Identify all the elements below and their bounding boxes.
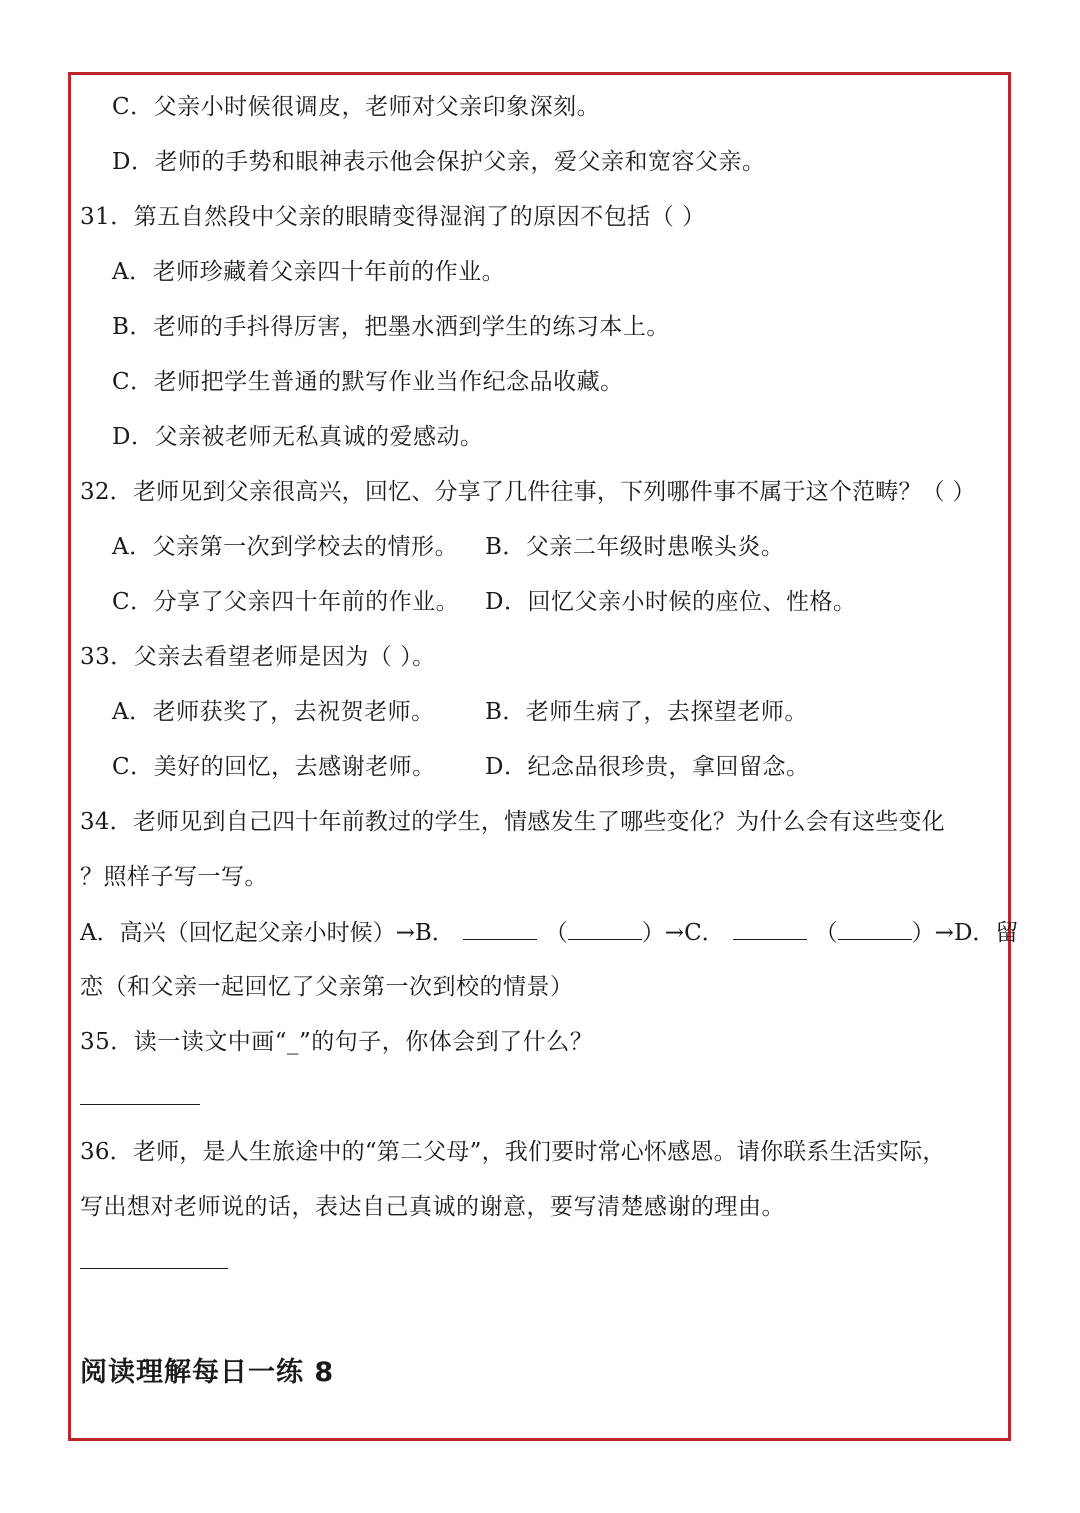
- q34-blank-b-reason[interactable]: [568, 917, 642, 940]
- q35-stem: 35．读一读文中画“_”的句子，你体会到了什么？: [80, 1029, 594, 1055]
- q33-option-b: B．老师生病了，去探望老师。: [485, 699, 808, 725]
- q32-option-c: C．分享了父亲四十年前的作业。: [112, 589, 460, 615]
- q31-stem: 31．第五自然段中父亲的眼睛变得湿润了的原因不包括（ ）: [80, 204, 706, 230]
- q36-stem-line1: 36．老师，是人生旅途中的“第二父母”，我们要时常心怀感恩。请你联系生活实际，: [80, 1139, 946, 1165]
- q32-option-d: D．回忆父亲小时候的座位、性格。: [485, 589, 857, 615]
- q30-option-d: D．老师的手势和眼神表示他会保护父亲，爱父亲和宽容父亲。: [112, 149, 766, 175]
- q30-option-c: C．父亲小时候很调皮，老师对父亲印象深刻。: [112, 94, 601, 120]
- q31-option-c: C．老师把学生普通的默写作业当作纪念品收藏。: [112, 369, 624, 395]
- q35-answer-line[interactable]: [80, 1104, 200, 1105]
- q33-stem: 33．父亲去看望老师是因为（ ）。: [80, 644, 436, 670]
- q34-stem-line2: ？照样子写一写。: [80, 864, 268, 890]
- q33-option-a: A．老师获奖了，去祝贺老师。: [112, 699, 435, 725]
- q34-blank-c-reason[interactable]: [838, 917, 912, 940]
- q34-paren-open-b: （: [544, 920, 568, 946]
- q34-chain-d: ）→D．留: [911, 920, 1019, 946]
- q34-emotion-chain: [80, 917, 1018, 948]
- q34-chain-line2: 恋（和父亲一起回忆了父亲第一次到校的情景）: [80, 974, 574, 1000]
- q34-blank-b[interactable]: [463, 917, 537, 940]
- q34-paren-open-c: （: [814, 920, 838, 946]
- q36-stem-line2: 写出想对老师说的话，表达自己真诚的谢意，要写清楚感谢的理由。: [80, 1194, 785, 1220]
- q33-option-c: C．美好的回忆，去感谢老师。: [112, 754, 436, 780]
- q34-chain-c: ）→C．: [641, 920, 725, 946]
- q32-option-b: B．父亲二年级时患喉头炎。: [485, 534, 785, 560]
- q34-stem-line1: 34．老师见到自己四十年前教过的学生，情感发生了哪些变化？为什么会有这些变化: [80, 809, 945, 835]
- section-title: 阅读理解每日一练 8: [80, 1357, 335, 1388]
- q31-option-a: A．老师珍藏着父亲四十年前的作业。: [112, 259, 506, 285]
- q31-option-b: B．老师的手抖得厉害，把墨水洒到学生的练习本上。: [112, 314, 670, 340]
- q31-option-d: D．父亲被老师无私真诚的爱感动。: [112, 424, 484, 450]
- q36-answer-line[interactable]: [80, 1268, 228, 1269]
- q34-chain-a: A．高兴（回忆起父亲小时候）→B．: [80, 920, 455, 946]
- q32-option-a: A．父亲第一次到学校去的情形。: [112, 534, 459, 560]
- q32-stem: 32．老师见到父亲很高兴，回忆、分享了几件往事，下列哪件事不属于这个范畴？（ ）: [80, 479, 976, 505]
- q33-option-d: D．纪念品很珍贵，拿回留念。: [485, 754, 810, 780]
- q32-options-row1: [112, 532, 458, 562]
- q34-blank-c[interactable]: [733, 917, 807, 940]
